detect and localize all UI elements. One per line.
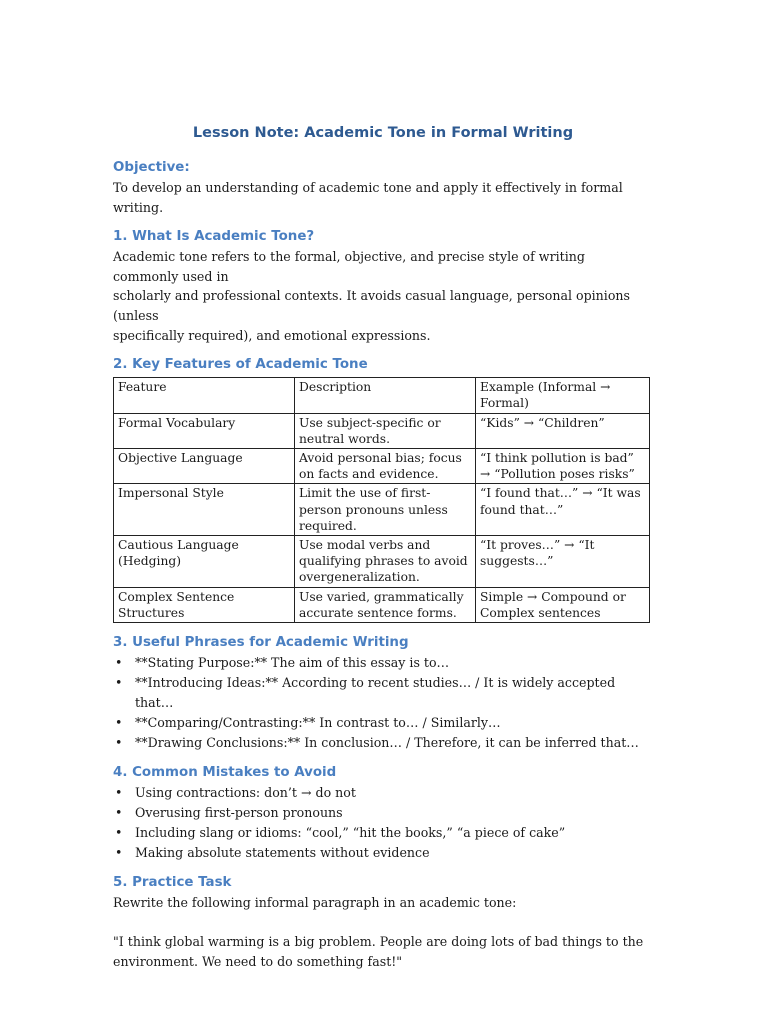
- list-item: • **Drawing Conclusions:** In conclusion… / Therefore, it can be inferred that…: [113, 733, 653, 753]
- list-item: • Including slang or idioms: “cool,” “hit the books,” “a piece of cake”: [113, 823, 653, 843]
- bullet-icon: •: [115, 655, 123, 670]
- bullet-icon: •: [115, 825, 123, 840]
- bullet-icon: •: [115, 675, 123, 690]
- table-row: [114, 587, 650, 622]
- section-5-heading: 5. Practice Task: [113, 875, 232, 890]
- list-item: • Making absolute statements without evidence: [113, 843, 653, 863]
- table-cell: Simple → Compound or Complex sentences: [476, 587, 650, 622]
- table-cell: Complex Sentence Structures: [114, 587, 295, 622]
- section-1-line-2: scholarly and professional contexts. It avoids casual language, personal opinions (unless: [113, 288, 630, 323]
- document-page: [113, 122, 653, 971]
- table-cell: “Kids” → “Children”: [476, 413, 650, 448]
- section-1-line-1: Academic tone refers to the formal, objective, and precise style of writing commonly used in: [113, 249, 585, 284]
- table-row: [114, 448, 650, 483]
- table-header-cell: Example (Informal → Formal): [476, 378, 650, 413]
- table-cell: Formal Vocabulary: [114, 413, 295, 448]
- table-cell: Cautious Language (Hedging): [114, 535, 295, 587]
- table-cell: “I found that…” → “It was found that…”: [476, 484, 650, 536]
- list-item: • **Introducing Ideas:** According to recent studies… / It is widely accepted that…: [115, 675, 616, 710]
- table-header-cell: Feature: [114, 378, 295, 413]
- table-cell: Limit the use of first-person pronouns unless required.: [295, 484, 476, 536]
- bullet-icon: •: [115, 715, 123, 730]
- table-cell: “It proves…” → “It suggests…”: [476, 535, 650, 587]
- list-item: • **Comparing/Contrasting:** In contrast to… / Similarly…: [113, 713, 653, 733]
- practice-instruction: Rewrite the following informal paragraph in an academic tone:: [113, 895, 517, 910]
- section-4-heading: 4. Common Mistakes to Avoid: [113, 765, 337, 780]
- table-cell: Use varied, grammatically accurate sentence forms.: [295, 587, 476, 622]
- common-mistakes-list: [113, 783, 653, 863]
- table-header-row: [114, 378, 650, 413]
- blank-line: [113, 913, 653, 933]
- bullet-icon: •: [115, 845, 123, 860]
- table-cell: Use modal verbs and qualifying phrases to avoid overgeneralization.: [295, 535, 476, 587]
- section-1-line-3: specifically required), and emotional expressions.: [113, 327, 431, 343]
- section-3-heading: 3. Useful Phrases for Academic Writing: [113, 635, 409, 650]
- table-row: [114, 413, 650, 448]
- bullet-icon: •: [115, 735, 123, 750]
- table-cell: “I think pollution is bad” → “Pollution poses risks”: [476, 448, 650, 483]
- list-item: • **Stating Purpose:** The aim of this essay is to…: [113, 653, 653, 673]
- list-item: • Using contractions: don’t → do not: [113, 783, 653, 803]
- table-cell: Avoid personal bias; focus on facts and evidence.: [295, 448, 476, 483]
- table-header-cell: Description: [295, 378, 476, 413]
- useful-phrases-list: [113, 653, 653, 753]
- table-cell: Objective Language: [114, 448, 295, 483]
- bullet-icon: •: [115, 785, 123, 800]
- practice-quote-line-1: "I think global warming is a big problem. People are doing lots of bad things to the: [113, 934, 644, 950]
- section-1-heading: 1. What Is Academic Tone?: [113, 229, 315, 245]
- table-cell: Use subject-specific or neutral words.: [295, 413, 476, 448]
- table-row: [114, 535, 650, 587]
- document-title: Lesson Note: Academic Tone in Formal Writing: [192, 125, 574, 141]
- section-2-heading: 2. Key Features of Academic Tone: [113, 357, 368, 373]
- table-row: [114, 484, 650, 536]
- practice-quote-line-2: environment. We need to do something fast!": [113, 953, 403, 969]
- list-item: • Overusing first-person pronouns: [113, 803, 653, 823]
- objective-heading: Objective:: [113, 160, 190, 175]
- bullet-icon: •: [115, 805, 123, 820]
- features-table: [113, 377, 650, 623]
- objective-text: To develop an understanding of academic tone and apply it effectively in formal writing.: [113, 180, 623, 215]
- table-cell: Impersonal Style: [114, 484, 295, 536]
